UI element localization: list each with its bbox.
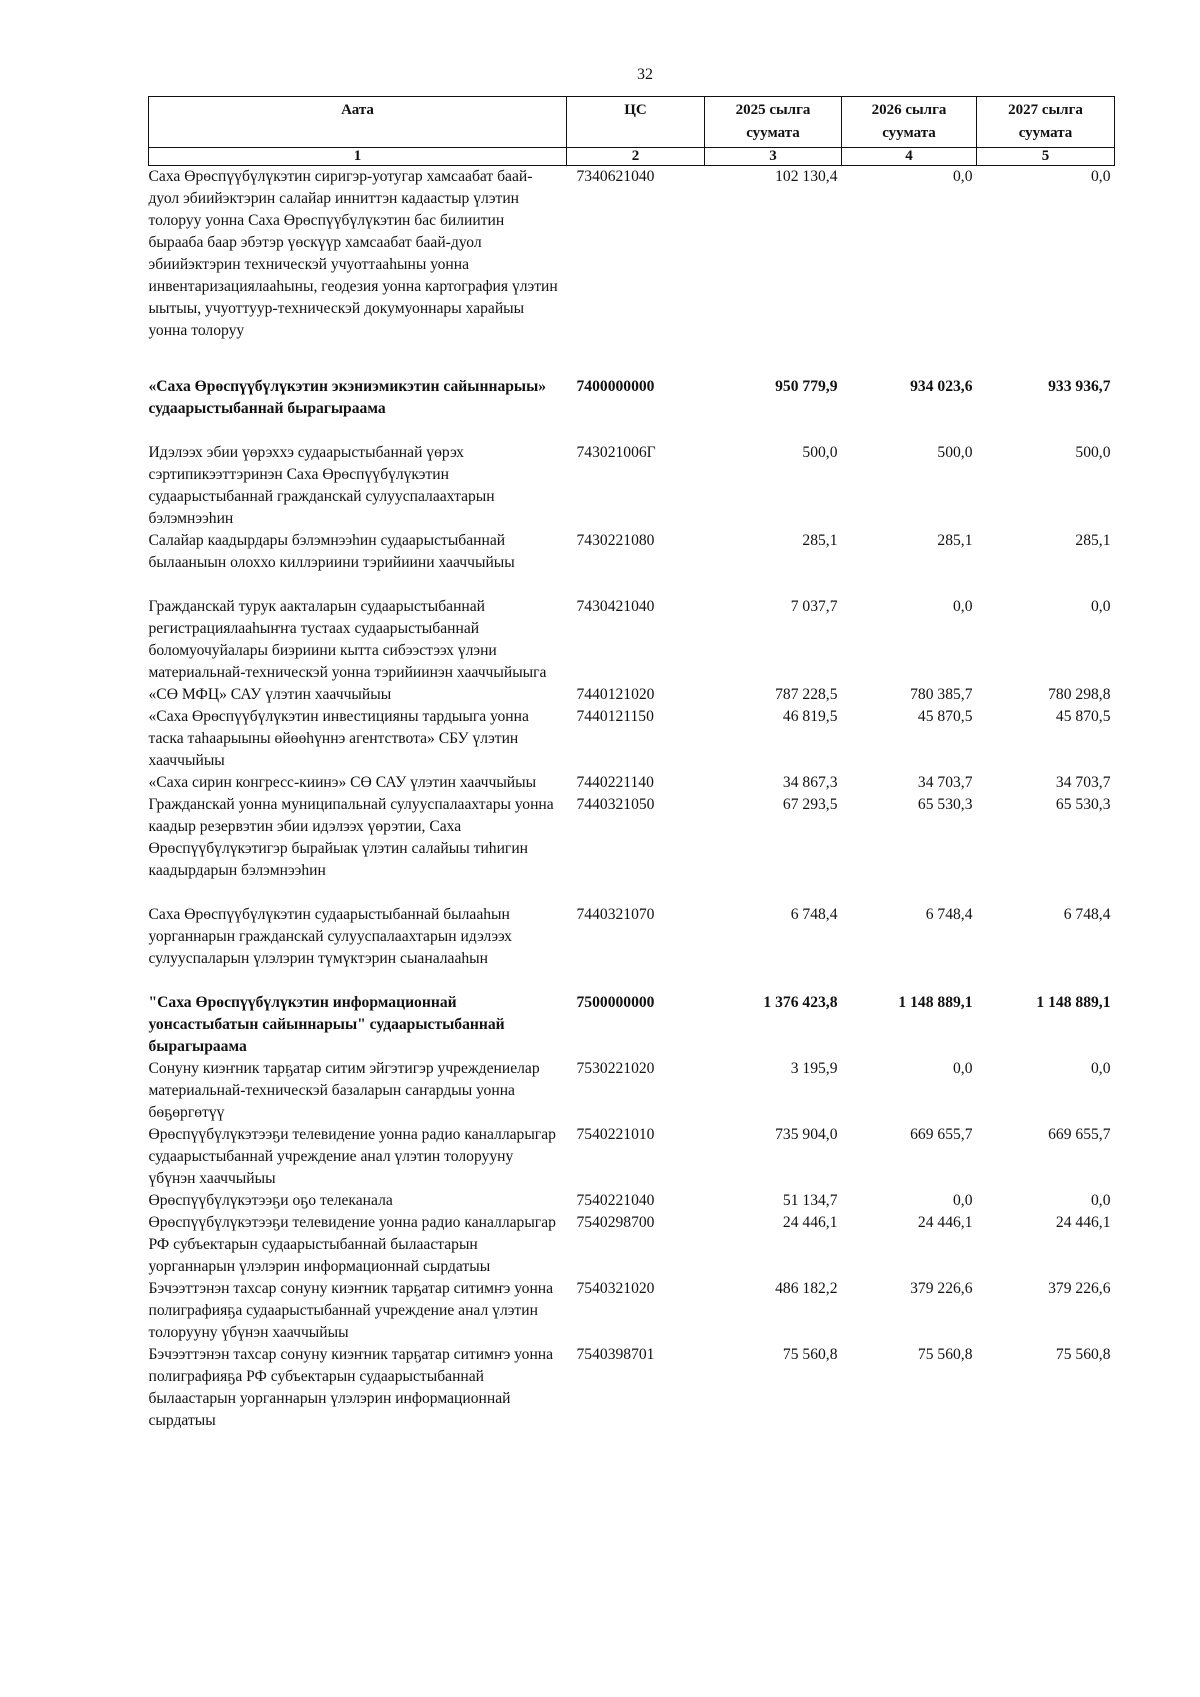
column-number: 3 bbox=[705, 148, 842, 166]
program-row bbox=[149, 992, 1115, 1058]
row-2026: 65 530,3 bbox=[917, 795, 973, 813]
row-2025: 7 037,7 bbox=[790, 597, 838, 615]
row-2027: 34 703,7 bbox=[1055, 773, 1111, 791]
row-2025: 500,0 bbox=[802, 443, 838, 461]
row-2027: 45 870,5 bbox=[1055, 707, 1111, 725]
row-code: 7440121020 bbox=[576, 685, 655, 703]
table-row bbox=[149, 166, 1115, 376]
row-code: 7500000000 bbox=[576, 993, 655, 1011]
column-number: 2 bbox=[567, 148, 705, 166]
row-2026: 780 385,7 bbox=[910, 685, 973, 703]
row-code: 7540298700 bbox=[576, 1213, 655, 1231]
row-code: 7540221010 bbox=[576, 1125, 655, 1143]
table-row bbox=[149, 684, 1115, 706]
table-row bbox=[149, 1344, 1115, 1432]
row-2027: 65 530,3 bbox=[1055, 795, 1111, 813]
row-2026: 669 655,7 bbox=[910, 1125, 973, 1143]
row-2026: 24 446,1 bbox=[917, 1213, 973, 1231]
row-2027: 0,0 bbox=[1091, 168, 1111, 185]
row-2025: 735 904,0 bbox=[775, 1125, 838, 1143]
row-code: 7540398701 bbox=[576, 1345, 655, 1363]
row-2026: 0,0 bbox=[953, 1191, 973, 1209]
row-2025: 285,1 bbox=[802, 531, 838, 549]
row-name: Өрөспүүбүлүкэтээҕи оҕо телеканала bbox=[148, 1191, 393, 1209]
table-row bbox=[149, 596, 1115, 684]
row-code: 7440321050 bbox=[576, 795, 655, 813]
row-2025: 24 446,1 bbox=[782, 1213, 838, 1231]
row-code: 7430221080 bbox=[576, 531, 655, 549]
row-2025: 486 182,2 bbox=[775, 1279, 838, 1297]
row-code: 7540221040 bbox=[576, 1191, 655, 1209]
row-2027: 379 226,6 bbox=[1048, 1279, 1111, 1297]
row-2027: 0,0 bbox=[1091, 597, 1111, 615]
row-name: «СӨ МФЦ» САУ үлэтин хааччыйыы bbox=[148, 685, 392, 703]
column-number: 1 bbox=[149, 148, 567, 166]
row-2026: 379 226,6 bbox=[910, 1279, 973, 1297]
row-2026: 0,0 bbox=[953, 1059, 973, 1077]
row-2025: 950 779,9 bbox=[775, 377, 838, 395]
row-name: Бэчээттэнэн тахсар сонуну киэҥник тарҕатар ситимҥэ уонна полиграфияҕа судаарыстыбаннай учреждение анал үлэтин толорууну үбүнэн хааччыйыы bbox=[148, 1279, 554, 1341]
row-2027: 24 446,1 bbox=[1055, 1213, 1111, 1231]
row-name: «Саха сирин конгресс-киинэ» СӨ САУ үлэтин хааччыйыы bbox=[148, 773, 537, 791]
row-2026: 0,0 bbox=[953, 597, 973, 615]
row-2026: 6 748,4 bbox=[925, 905, 973, 923]
row-code: 7530221020 bbox=[576, 1059, 655, 1077]
row-2026: 45 870,5 bbox=[917, 707, 973, 725]
row-name: Гражданскай турук аакталарын судаарыстыбаннай регистрациялааһыҥҥа тустаах судаарыстыбаннай боломуочуйалары биэриини кытта сибээстээх үлэни материальнай-техническэй уонна тэрийиинэн хааччыйыыга bbox=[148, 597, 547, 681]
program-row bbox=[149, 376, 1115, 442]
table-row bbox=[149, 904, 1115, 992]
header-row bbox=[149, 97, 1115, 148]
row-2027: 933 936,7 bbox=[1048, 377, 1111, 395]
row-2025: 1 376 423,8 bbox=[763, 993, 838, 1011]
header-2026: 2026 сылга суумата bbox=[842, 97, 977, 148]
row-name: Саха Өрөспүүбүлүкэтин судаарыстыбаннай былааһын уорганнарын гражданскай сулууспалаахтарын идэлээх сулууспаларын үлэлэрин түмүктэрин сыаналааһын bbox=[148, 905, 512, 967]
row-2026: 0,0 bbox=[953, 168, 973, 185]
row-2027: 1 148 889,1 bbox=[1036, 993, 1111, 1011]
row-name: Өрөспүүбүлүкэтээҕи телевидение уонна радио каналларыгар РФ субъектарын судаарыстыбаннай былаастарын уорганнарын үлэлэрин информационнай сырдатыы bbox=[148, 1213, 556, 1275]
row-2026: 75 560,8 bbox=[917, 1345, 973, 1363]
column-number: 5 bbox=[977, 148, 1115, 166]
row-code: 7340621040 bbox=[576, 168, 655, 185]
row-name: Саха Өрөспүүбүлүкэтин сиригэр-уотугар хамсаабат баай-дуол эбиийэктэрин салайар инниттэн кадаастыр үлэтин толоруу уонна Саха Өрөспүүбүлүкэтин бас билиитин быраабa баар эбэтэр үөскүүр хамсаабат баай-дуол эбиийэктэрин техническэй учуоттааһыны уонна инвентаризациялааһыны, геодезия уонна картография үлэтин ыытыы, учуоттуур-техническэй докумуоннары харайыы уонна толоруу bbox=[148, 168, 558, 339]
header-2025: 2025 сылга суумата bbox=[705, 97, 842, 148]
table-row bbox=[149, 1124, 1115, 1190]
row-2027: 780 298,8 bbox=[1048, 685, 1111, 703]
row-code: 7400000000 bbox=[576, 377, 655, 395]
row-2027: 75 560,8 bbox=[1055, 1345, 1111, 1363]
header-2027: 2027 сылга суумата bbox=[977, 97, 1115, 148]
row-2025: 75 560,8 bbox=[782, 1345, 838, 1363]
row-name: «Саха Өрөспүүбүлүкэтин экэниэмикэтин сайыннарыы» судаарыстыбаннай бырагыраама bbox=[148, 377, 547, 417]
row-2025: 46 819,5 bbox=[782, 707, 838, 725]
row-code: 743021006Г bbox=[576, 443, 656, 461]
row-2027: 669 655,7 bbox=[1048, 1125, 1111, 1143]
row-code: 7430421040 bbox=[576, 597, 655, 615]
column-number: 4 bbox=[842, 148, 977, 166]
row-name: Сонуну киэҥник тарҕатар ситим эйгэтигэр учреждениелар материальнай-техническэй базаларын саҥардыы уонна бөҕөргөтүү bbox=[148, 1059, 540, 1121]
row-2025: 3 195,9 bbox=[790, 1059, 838, 1077]
row-2026: 500,0 bbox=[937, 443, 973, 461]
table-row bbox=[149, 1190, 1115, 1212]
row-2026: 34 703,7 bbox=[917, 773, 973, 791]
row-2027: 0,0 bbox=[1091, 1059, 1111, 1077]
table-row bbox=[149, 1212, 1115, 1278]
table-row bbox=[149, 794, 1115, 904]
table-row bbox=[149, 706, 1115, 772]
row-name: Салайар каадырдары бэлэмнээһин судаарыстыбаннай былааныын олоххо киллэриини тэрийиини хааччыйыы bbox=[148, 531, 515, 571]
budget-table bbox=[148, 96, 1115, 1432]
page-number: 32 bbox=[637, 66, 653, 83]
header-code: ЦС bbox=[567, 97, 705, 148]
row-2025: 787 228,5 bbox=[775, 685, 838, 703]
row-code: 7440321070 bbox=[576, 905, 655, 923]
row-name: Өрөспүүбүлүкэтээҕи телевидение уонна радио каналларыгар судаарыстыбаннай учреждение анал үлэтин толорууну үбүнэн хааччыйыы bbox=[148, 1125, 556, 1187]
row-2025: 67 293,5 bbox=[782, 795, 838, 813]
row-code: 7540321020 bbox=[576, 1279, 655, 1297]
row-2027: 500,0 bbox=[1075, 443, 1111, 461]
column-number-row bbox=[149, 148, 1115, 166]
row-2025: 6 748,4 bbox=[790, 905, 838, 923]
row-2026: 1 148 889,1 bbox=[898, 993, 973, 1011]
row-2027: 6 748,4 bbox=[1063, 905, 1111, 923]
table-row bbox=[149, 1058, 1115, 1124]
row-name: «Саха Өрөспүүбүлүкэтин инвестицияны тардыыга уонна таска таһаарыыны өйөөһүннэ агентствота» СБУ үлэтин хааччыйыы bbox=[148, 707, 529, 769]
row-code: 7440121150 bbox=[576, 707, 654, 725]
row-2025: 51 134,7 bbox=[782, 1191, 838, 1209]
row-2026: 285,1 bbox=[937, 531, 973, 549]
row-name: Бэчээттэнэн тахсар сонуну киэҥник тарҕатар ситимҥэ уонна полиграфияҕа РФ субъектарын судаарыстыбаннай былаастарын уорганнарын үлэлэрин информационнай сырдатыы bbox=[148, 1345, 554, 1429]
row-name: "Саха Өрөспүүбүлүкэтин информационнай уонсастыбатын сайыннарыы" судаарыстыбаннай бырагыраама bbox=[148, 993, 505, 1055]
row-code: 7440221140 bbox=[576, 773, 654, 791]
row-2025: 102 130,4 bbox=[775, 168, 838, 185]
row-2025: 34 867,3 bbox=[782, 773, 838, 791]
row-2027: 285,1 bbox=[1075, 531, 1111, 549]
row-name: Гражданскай уонна муниципальнай сулууспалаахтары уонна каадыр резервэтин эбии идэлээх үөрэтии, Саха Өрөспүүбүлүкэтигэр бырайыак үлэтин салайыы тиһигин каадырдарын бэлэмнээһин bbox=[148, 795, 554, 879]
row-2027: 0,0 bbox=[1091, 1191, 1111, 1209]
table-row bbox=[149, 772, 1115, 794]
table-row bbox=[149, 1278, 1115, 1344]
row-name: Идэлээх эбии үөрэххэ судаарыстыбаннай үөрэх сэртипикээттэринэн Саха Өрөспүүбүлүкэтин судаарыстыбаннай гражданскай сулууспалаахтарын бэлэмнээһин bbox=[148, 443, 495, 527]
header-name: Аата bbox=[149, 97, 567, 148]
row-2026: 934 023,6 bbox=[910, 377, 973, 395]
table-row bbox=[149, 530, 1115, 596]
table-row bbox=[149, 442, 1115, 530]
